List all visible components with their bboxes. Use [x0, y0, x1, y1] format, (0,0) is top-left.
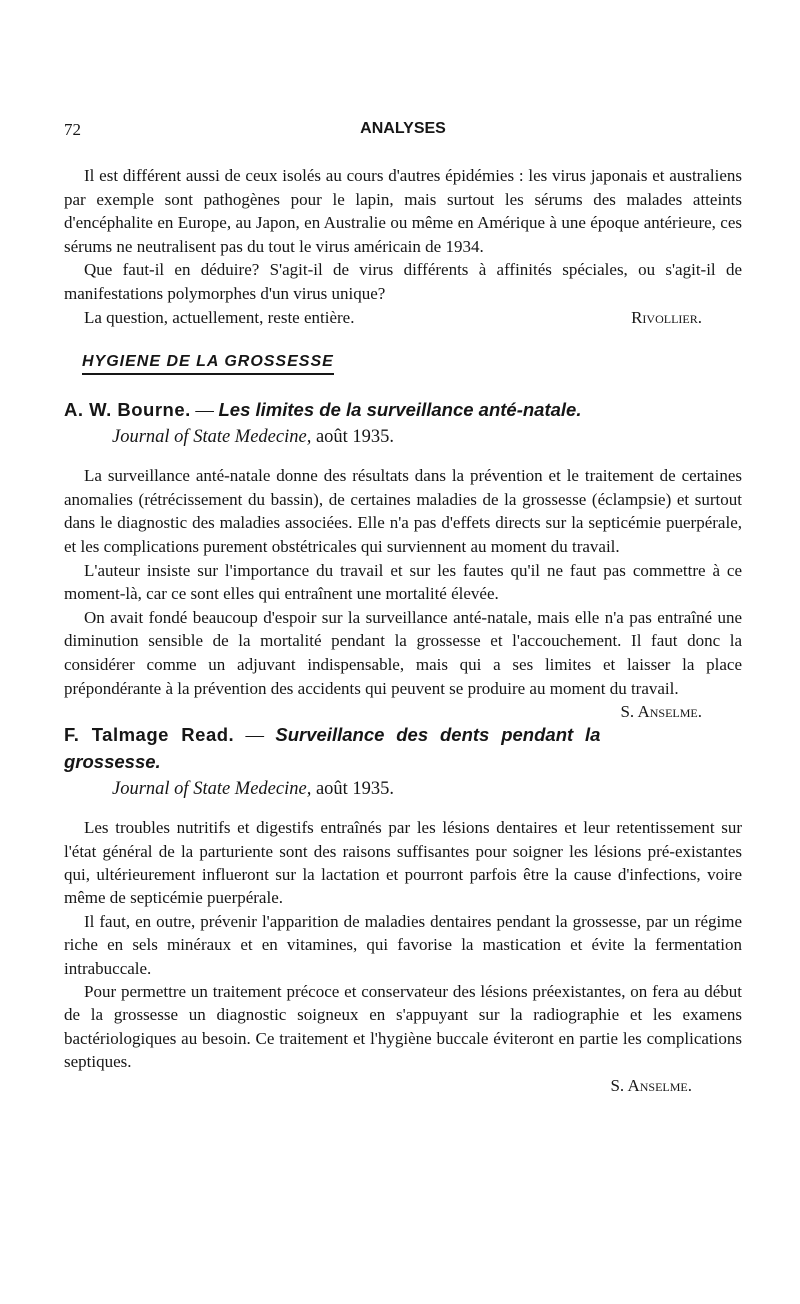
page-number: 72 [64, 120, 81, 139]
paragraph-text: La question, actuellement, reste entière. [84, 307, 355, 327]
paragraph: Que faut-il en déduire? S'agit-il de virus différents à affinités spéciales, ou s'agit-il de manifestations polymorphes d'un virus unique? [64, 260, 742, 303]
signature: S. Anselme. [620, 702, 702, 722]
intro-analysis [64, 164, 742, 329]
article-journal: Journal of State Medecine, [112, 779, 312, 800]
article-title: Les limites de la surveillance anté-natale. [218, 399, 582, 421]
heading-dash: — [234, 726, 276, 747]
signature: S. Anselme. [610, 1075, 692, 1095]
article-author: F. Talmage Read. [64, 724, 235, 746]
page-body [64, 164, 742, 1097]
section-title: HYGIENE DE LA GROSSESSE [82, 353, 334, 375]
heading-dash: — [190, 401, 219, 422]
page-header [64, 120, 742, 144]
signature: Rivollier. [631, 307, 702, 327]
paragraph: Il faut, en outre, prévenir l'apparition de maladies dentaires pendant la grossesse, par un régime riche en sels minéraux et en vitamines, qui favorise la mastication et évite la fermentation intrabuccale. [64, 911, 742, 978]
paragraph: Les troubles nutritifs et digestifs entraînés par les lésions dentaires et leur retentissement sur l'état général de la parturiente sont des raisons suffisantes pour soigner les lésions pré-existantes qui, ultérieurement influeront sur la lactation et pourront parfois être la cause d'infections, voire même de septicémie puerpérale. [64, 818, 742, 908]
paragraph [64, 306, 742, 330]
paragraph: Pour permettre un traitement précoce et conservateur des lésions préexistantes, on fera au début de la grossesse un diagnostic soigneux en s'appuyant sur la radiographie et les examens bactériologiques au besoin. Ce traitement et l'hygiène buccale éviteront en partie les complications septiques. [64, 981, 742, 1072]
paragraph: La surveillance anté-natale donne des résultats dans la prévention et le traitement de certaines anomalies (rétrécissement du bassin), de certaines maladies de la grossesse (éclampsie) et surtout dans le diagnostic des maladies associées. Elle n'a pas d'effets directs sur la septicémie puerpérale, et les complications purement obstétricales qui surviennent au moment du travail. [64, 466, 742, 556]
paragraph: Il est différent aussi de ceux isolés au cours d'autres épidémies : les virus japonais et australiens par exemple sont pathogènes pour le lapin, mais surtout les sérums des malades atteints d'encéphalite en Europe, au Japon, en Australie ou même en Amérique à une époque antérieure, ces sérums ne neutralisent pas du tout le virus américain de 1934. [64, 166, 742, 256]
article-date: août 1935. [311, 779, 395, 800]
article-read [64, 722, 742, 1097]
article-title: Surveillance des dents pendant la grossesse. [64, 724, 601, 773]
article-heading [64, 397, 742, 450]
article-journal: Journal of State Medecine, [112, 427, 312, 448]
article-bourne [64, 397, 742, 722]
article-date: août 1935. [311, 427, 395, 448]
article-heading [64, 722, 742, 802]
running-title: ANALYSES [360, 120, 446, 137]
article-author: A. W. Bourne. [64, 399, 191, 421]
paragraph-text: On avait fondé beaucoup d'espoir sur la surveillance anté-natale, mais elle n'a pas entraîné une diminution sensible de la mortalité pendant la grossesse et l'accouchement. Il faut donc la considérer comme un adjuvant indispensable, mais qui a ses limites et laisser la place prépondérante à la prévention des accidents qui peuvent se produire au moment du travail. [64, 607, 742, 698]
paragraph: L'auteur insiste sur l'importance du travail et sur les fautes qu'il ne faut pas commettre à ce moment-là, car ce sont elles qui entraînent une mortalité élevée. [64, 560, 742, 604]
paragraph [64, 606, 742, 722]
